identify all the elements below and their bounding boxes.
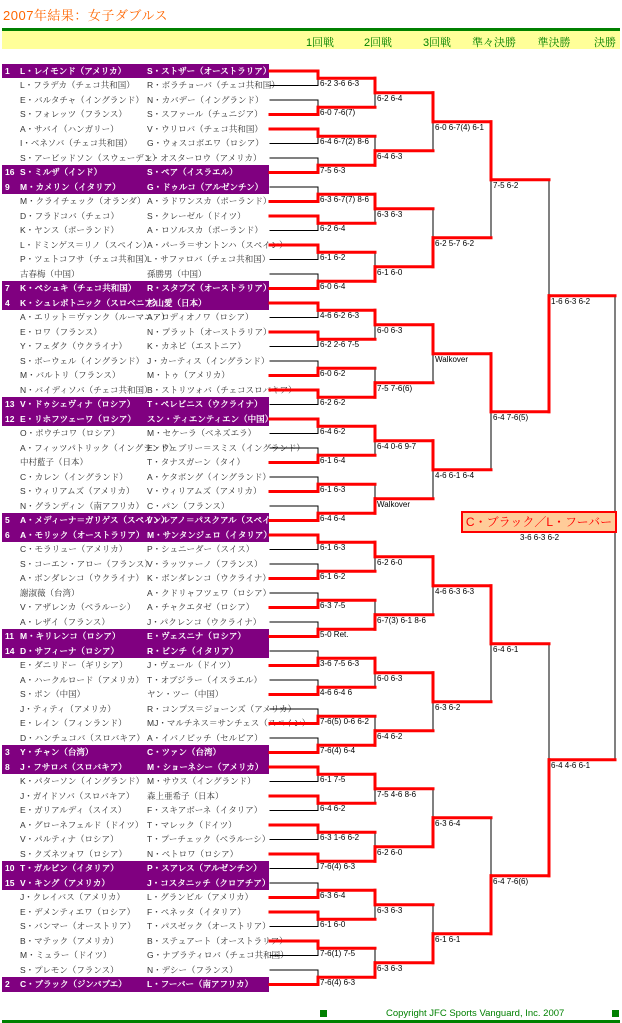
- match-score: 6-4 6-3: [377, 151, 403, 161]
- match-score: 6-1 6-2: [320, 253, 346, 263]
- player-b: R・コンプス＝ジョーンズ（アメリカ）: [147, 703, 297, 714]
- player-a: A・メディーナ＝ガリゲス（スペイン）: [20, 515, 170, 526]
- match-score: 6-1 6-3: [320, 543, 346, 553]
- player-a: S・フォレッツ（フランス）: [20, 109, 127, 120]
- player-b: スン・ティエンティエン（中国）: [147, 413, 274, 424]
- player-a: K・ペシュキ（チェコ共和国）: [20, 283, 137, 294]
- player-b: N・カバデー（イングランド）: [147, 94, 264, 105]
- match-score: 4-6 6-4 6: [320, 688, 353, 698]
- player-a: I・ベネソバ（チェコ共和国）: [20, 138, 133, 149]
- player-b: T・パスゼック（オーストリア）: [147, 921, 271, 932]
- match-score: 6-0 6-3: [377, 673, 403, 683]
- player-a: J・クレイバス（アメリカ）: [20, 892, 126, 903]
- player-a: E・ダニリドー（ギリシア）: [20, 660, 128, 671]
- match-score: 6-3 6-3: [377, 963, 403, 973]
- match-score: 6-0 6-7(4) 6-1: [435, 122, 484, 132]
- player-b: E・ヴェスニナ（ロシア）: [147, 631, 246, 642]
- player-b: E・ウェブリー＝スミス（イングランド）: [147, 442, 305, 453]
- match-score: 6-0 6-4: [320, 282, 346, 292]
- player-b: N・プラット（オーストラリア）: [147, 326, 272, 337]
- footer-square-icon: [612, 1010, 619, 1017]
- player-b: B・ステュアート（オーストラリア）: [147, 935, 288, 946]
- player-b: 孫勝男（中国）: [147, 268, 207, 279]
- player-a: V・キング（アメリカ）: [20, 877, 110, 888]
- player-b: K・カネピ（エストニア）: [147, 341, 246, 352]
- match-score: 6-4 7-6(5): [493, 412, 529, 422]
- match-score: 4-6 6-1 6-4: [435, 470, 475, 480]
- match-score: 6-0 7-6(7): [320, 108, 356, 118]
- player-a: K・ヤンス（ポーランド）: [20, 225, 119, 236]
- match-score: 7-6(4) 6-3: [320, 862, 356, 872]
- match-score: 3-6 7-5 6-3: [320, 659, 360, 669]
- player-a: J・ティティ（アメリカ）: [20, 703, 116, 714]
- player-a: L・フラデカ（チェコ共和国）: [20, 80, 135, 91]
- match-score: 6-4 6-2: [320, 804, 346, 814]
- player-b: P・シュニーダー（スイス）: [147, 544, 255, 555]
- player-a: A・モリック（オーストラリア）: [20, 529, 145, 540]
- player-b: R・ビンチ（イタリア）: [147, 645, 239, 656]
- player-a: T・ガルビン（イタリア）: [20, 863, 119, 874]
- player-a: N・グランディン（南アフリカ）: [20, 500, 145, 511]
- player-b: A・クドリャフツェワ（ロシア）: [147, 587, 272, 598]
- player-a: D・フラドコバ（チェコ）: [20, 210, 120, 221]
- player-a: P・ツェトコフサ（チェコ共和国）: [20, 254, 153, 265]
- player-b: A・チャクエタゼ（ロシア）: [147, 602, 255, 613]
- match-score: 6-4 6-7(2) 8-6: [320, 137, 369, 147]
- player-b: J・カーティス（イングランド）: [147, 355, 270, 366]
- player-b: M・トゥ（アメリカ）: [147, 370, 230, 381]
- match-score: 6-2 6-0: [377, 557, 403, 567]
- match-score: 6-2 6-2: [320, 398, 346, 408]
- match-score: 7-5 6-3: [320, 166, 346, 176]
- round-label-1: 1回戦: [305, 37, 335, 49]
- match-score: 7-6(1) 7-5: [320, 949, 356, 959]
- player-a: A・フィッツパトリック（イングランド）: [20, 442, 178, 453]
- match-score: 6-3 7-5: [320, 601, 346, 611]
- player-b: R・スタブズ（オーストラリア）: [147, 283, 272, 294]
- player-b: T・ペレビニス（ウクライナ）: [147, 399, 263, 410]
- player-b: A・パーラ＝サントンハ（スペイン）: [147, 239, 288, 250]
- player-a: V・ドゥシェヴィナ（ロシア）: [20, 399, 136, 410]
- seed-number: 1: [5, 65, 10, 76]
- player-b: L・フーバー（南アフリカ）: [147, 979, 254, 990]
- player-a: K・パターソン（イングランド）: [20, 776, 145, 787]
- player-b: S・スファール（チュニジア）: [147, 109, 263, 120]
- seed-number: 2: [5, 979, 10, 990]
- player-b: S・クレーゼル（ドイツ）: [147, 210, 246, 221]
- player-a: E・ガリアルディ（スイス）: [20, 805, 127, 816]
- round-label-final: 決勝: [594, 37, 616, 49]
- player-b: A・ロディオノワ（ロシア）: [147, 312, 254, 323]
- match-score: 6-1 7-5: [320, 775, 346, 785]
- player-b: A・ラドワンスカ（ポーランド）: [147, 196, 272, 207]
- player-b: V・ウィリアムズ（アメリカ）: [147, 486, 262, 497]
- player-b: L・オスターロウ（アメリカ）: [147, 152, 262, 163]
- seed-number: 15: [5, 877, 15, 888]
- champion-box: C・ブラック／L・フーバー: [461, 511, 617, 533]
- player-a: E・ロワ（フランス）: [20, 326, 102, 337]
- player-b: T・マレック（ドイツ）: [147, 819, 237, 830]
- player-a: S・クズネツォワ（ロシア）: [20, 848, 127, 859]
- match-score: 7-5 4-6 8-6: [377, 789, 417, 799]
- match-score: 6-1 6-2: [320, 572, 346, 582]
- match-score: 6-0 6-2: [320, 369, 346, 379]
- player-a: C・モラリュー（アメリカ）: [20, 544, 128, 555]
- player-b: G・ドゥルコ（アルゼンチン）: [147, 181, 264, 192]
- player-a: C・ブラック（ジンバブエ）: [20, 979, 127, 990]
- player-b: M・サウス（イングランド）: [147, 776, 256, 787]
- player-b: T・オブジラー（イスラエル）: [147, 674, 263, 685]
- player-a: M・クライチェック（オランダ）: [20, 196, 146, 207]
- player-b: M・セケーラ（ベネズエラ）: [147, 428, 257, 439]
- match-score: 6-2 6-4: [320, 224, 346, 234]
- seed-number: 14: [5, 645, 15, 656]
- player-b: T・プーチェック（ベラルーシ）: [147, 834, 271, 845]
- player-a: S・ウィリアムズ（アメリカ）: [20, 486, 135, 497]
- match-score: 6-1 6-0: [320, 920, 346, 930]
- player-b: P・スアレス（アルゼンチン）: [147, 863, 262, 874]
- player-a: L・ドミンゲス＝リノ（スペイン）: [20, 239, 152, 250]
- player-b: C・パン（フランス）: [147, 500, 230, 511]
- player-b: N・デシー（フランス）: [147, 964, 238, 975]
- player-b: M・ショーネシー（アメリカ）: [147, 761, 264, 772]
- page-title: 2007年結果：女子ダブルス: [3, 8, 169, 23]
- player-a: O・ポウチコワ（ロシア）: [20, 428, 120, 439]
- player-a: Y・チャン（台湾）: [20, 747, 94, 758]
- player-b: K・ボンダレンコ（ウクライナ）: [147, 573, 271, 584]
- player-a: E・バルタチャ（イングランド）: [20, 94, 144, 105]
- player-a: L・レイモンド（アメリカ）: [20, 65, 127, 76]
- seed-number: 4: [5, 297, 10, 308]
- player-a: M・ミュラー（ドイツ）: [20, 950, 112, 961]
- player-a: A・レザイ（フランス）: [20, 616, 110, 627]
- player-b: J・パクレンコ（ウクライナ）: [147, 616, 262, 627]
- match-score: 7-5 6-2: [493, 180, 519, 190]
- player-a: M・キリレンコ（ロシア）: [20, 631, 121, 642]
- player-b: S・ペア（イスラエル）: [147, 167, 238, 178]
- match-score: 6-4 6-1: [493, 644, 519, 654]
- match-score: 6-3 6-4: [320, 891, 346, 901]
- match-score: 6-4 7-6(6): [493, 876, 529, 886]
- match-score: 1-6 6-3 6-2: [551, 296, 591, 306]
- round-label-qf: 準々決勝: [472, 37, 516, 49]
- player-b: R・ボラチョーバ（チェコ共和国）: [147, 80, 280, 91]
- player-b: A・イバノビッチ（セルビア）: [147, 732, 263, 743]
- player-b: A・ケタボング（イングランド）: [147, 471, 271, 482]
- match-score: 6-4 6-4: [320, 514, 346, 524]
- match-score: 7-6(4) 6-4: [320, 746, 356, 756]
- match-score: 6-4 6-2: [377, 731, 403, 741]
- player-a: A・グローネフェルド（ドイツ）: [20, 819, 144, 830]
- player-a: N・バイディソバ（チェコ共和国）: [20, 384, 153, 395]
- match-score: 6-1 6-1: [435, 934, 461, 944]
- player-a: S・ポン（中国）: [20, 689, 86, 700]
- player-a: J・ガイドソバ（スロバキア）: [20, 790, 135, 801]
- seed-number: 7: [5, 283, 10, 294]
- player-b: V・ラッツァーノ（フランス）: [147, 558, 263, 569]
- seed-number: 11: [5, 631, 14, 642]
- player-b: C・ツァン（台湾）: [147, 747, 222, 758]
- player-a: E・レイン（フィンランド）: [20, 718, 127, 729]
- copyright: Copyright JFC Sports Vanguard, Inc. 2007: [386, 1008, 565, 1019]
- match-score: 4-6 6-3 6-3: [435, 586, 475, 596]
- match-score: 6-0 6-3: [377, 325, 403, 335]
- match-score: 6-4 0-6 9-7: [377, 441, 417, 451]
- seed-number: 16: [5, 167, 15, 178]
- player-a: Y・フェダク（ウクライナ）: [20, 341, 127, 352]
- seed-number: 9: [5, 181, 10, 192]
- match-score: 6-2 6-0: [377, 847, 403, 857]
- player-b: MJ・マルチネス＝サンチェス（スペイン）: [147, 718, 311, 729]
- player-a: 古春梅（中国）: [20, 268, 80, 279]
- match-score: 6-2 2-6 7-5: [320, 340, 360, 350]
- seed-number: 8: [5, 761, 10, 772]
- player-a: 中村藍子（日本）: [20, 457, 89, 468]
- match-score: 6-2 6-4: [377, 93, 403, 103]
- seed-number: 3: [5, 747, 10, 758]
- player-b: G・ナブラティロバ（チェコ共和国）: [147, 950, 289, 961]
- player-a: E・デメンティエワ（ロシア）: [20, 906, 136, 917]
- player-a: S・ボーウェル（イングランド）: [20, 355, 145, 366]
- player-b: A・ロソルスカ（ポーランド）: [147, 225, 263, 236]
- player-a: D・サフィーナ（ロシア）: [20, 645, 119, 656]
- match-score: 6-3 6-3: [377, 209, 403, 219]
- player-b: ヤン・ツー（中国）: [147, 689, 224, 700]
- player-a: A・ボンダレンコ（ウクライナ）: [20, 573, 144, 584]
- player-a: 謝淑薇（台湾）: [20, 587, 80, 598]
- match-score: 6-3 6-2: [435, 702, 461, 712]
- player-a: S・アービッドソン（スウェーデン）: [20, 152, 161, 163]
- match-score: 7-6(5) 0-6 6-2: [320, 717, 369, 727]
- player-b: B・ストリツォバ（チェコスロバキア）: [147, 384, 297, 395]
- match-score: 6-3 1-6 6-2: [320, 833, 360, 843]
- player-b: S・ストザー（オーストラリア）: [147, 65, 272, 76]
- player-b: V・ウリロバ（チェコ共和国）: [147, 123, 263, 134]
- match-score: 6-3 6-3: [377, 905, 403, 915]
- round-label-3: 3回戦: [422, 37, 452, 49]
- player-a: K・シュレボトニック（スロベニア）: [20, 297, 162, 308]
- seed-number: 5: [5, 515, 10, 526]
- match-score: 7-6(4) 6-3: [320, 978, 356, 988]
- player-b: G・ウォスコボエワ（ロシア）: [147, 138, 264, 149]
- player-b: M・サンタンジェロ（イタリア）: [147, 529, 272, 540]
- player-b: L・サファロバ（チェコ共和国）: [147, 254, 271, 265]
- player-a: V・アザレンカ（ベラルーシ）: [20, 602, 136, 613]
- player-a: S・プレモン（フランス）: [20, 964, 119, 975]
- seed-number: 12: [5, 413, 15, 424]
- match-score: 6-7(3) 6-1 8-6: [377, 615, 426, 625]
- match-score: 6-1 6-3: [320, 485, 346, 495]
- player-a: S・コーエン・アロー（フランス）: [20, 558, 153, 569]
- match-score: 7-5 7-6(6): [377, 383, 413, 393]
- footer-square-icon: [320, 1010, 327, 1017]
- match-score: 6-4 6-2: [320, 427, 346, 437]
- player-a: V・パルティナ（ロシア）: [20, 834, 119, 845]
- final-score: 3-6 6-3 6-2: [520, 533, 560, 542]
- player-a: S・ミルザ（インド）: [20, 167, 103, 178]
- match-score: 6-4 4-6 6-1: [551, 760, 591, 770]
- seed-number: 13: [5, 399, 15, 410]
- player-b: J・コスタニッチ（クロアチア）: [147, 877, 271, 888]
- player-b: J・ヴェール（ドイツ）: [147, 660, 236, 671]
- match-score: 5-0 Ret.: [320, 630, 349, 640]
- player-a: E・リホフツェーワ（ロシア）: [20, 413, 136, 424]
- player-a: D・ハンチュコバ（スロバキア）: [20, 732, 145, 743]
- player-b: L・グランビル（アメリカ）: [147, 892, 254, 903]
- player-b: F・ペネッタ（イタリア）: [147, 906, 246, 917]
- player-b: T・タナスガーン（タイ）: [147, 457, 246, 468]
- player-b: N・ペトロワ（ロシア）: [147, 848, 239, 859]
- match-score: 6-1 6-4: [320, 456, 346, 466]
- player-a: B・マテック（アメリカ）: [20, 935, 119, 946]
- round-label-sf: 準決勝: [537, 37, 571, 49]
- match-score: 6-3 6-4: [435, 818, 461, 828]
- match-score: 6-2 5-7 6-2: [435, 238, 475, 248]
- match-score: 4-6 6-2 6-3: [320, 311, 360, 321]
- player-a: A・エリット＝ヴァンク（ルーマニア）: [20, 312, 170, 323]
- player-a: A・ハークルロード（アメリカ）: [20, 674, 144, 685]
- seed-number: 6: [5, 529, 10, 540]
- player-a: S・バンマー（オーストリア）: [20, 921, 136, 932]
- match-score: 6-1 6-0: [377, 267, 403, 277]
- player-a: M・バルトリ（フランス）: [20, 370, 121, 381]
- round-label-2: 2回戦: [363, 37, 393, 49]
- match-score: Walkover: [377, 499, 411, 509]
- player-a: J・フサロバ（スロバキア）: [20, 761, 127, 772]
- seed-number: 10: [5, 863, 15, 874]
- player-a: A・サバイ（ハンガリー）: [20, 123, 119, 134]
- player-b: 杉山愛（日本）: [147, 297, 207, 308]
- match-score: Walkover: [435, 354, 469, 364]
- player-b: V・ルアノ＝パスクアル（スペイン）: [147, 515, 288, 526]
- player-b: F・スキアボーネ（イタリア）: [147, 805, 263, 816]
- match-score: 6-2 3-6 6-3: [320, 79, 360, 89]
- match-score: 6-3 6-7(7) 8-6: [320, 195, 369, 205]
- player-b: 森上亜希子（日本）: [147, 790, 224, 801]
- player-a: M・カメリン（イタリア）: [20, 181, 121, 192]
- player-a: C・カレン（イングランド）: [20, 471, 128, 482]
